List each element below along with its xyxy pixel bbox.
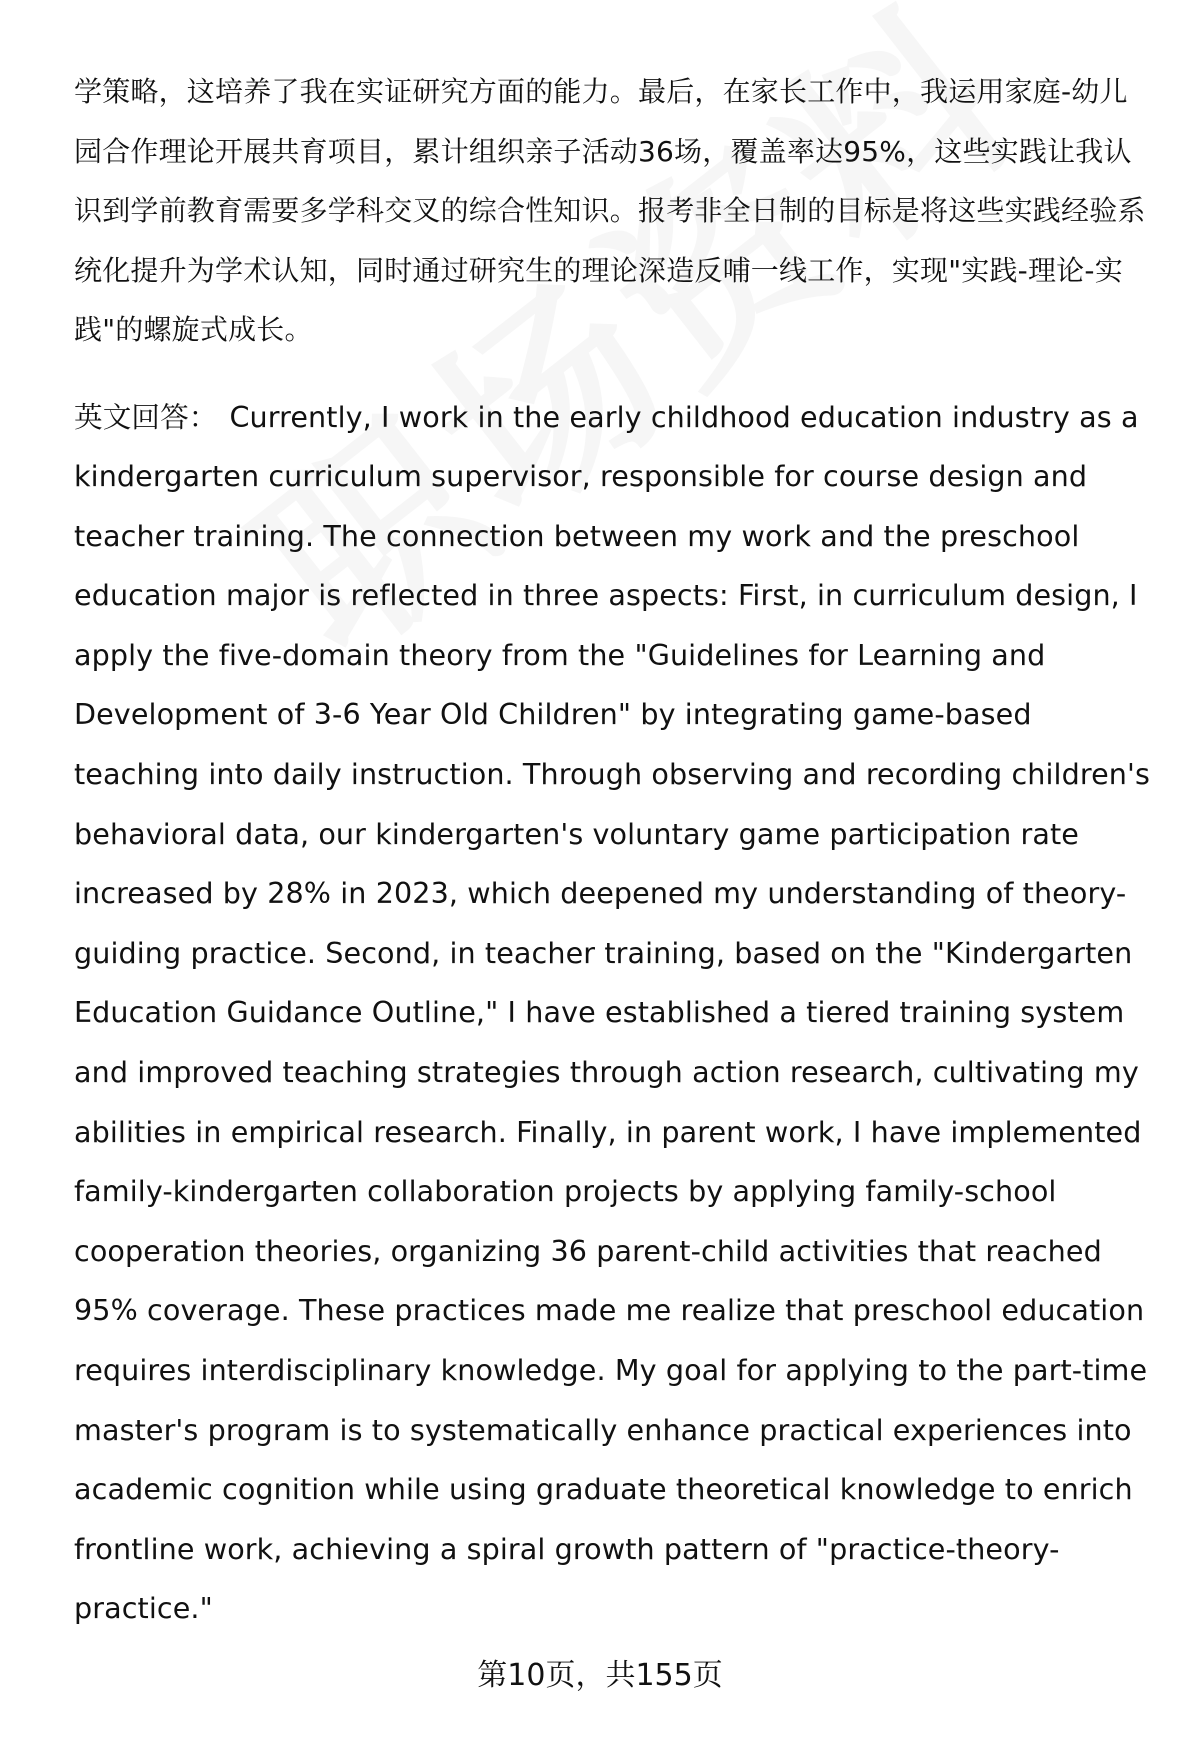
chinese-answer-paragraph: 学策略，这培养了我在实证研究方面的能力。最后，在家长工作中，我运用家庭-幼儿园合作理论开展共育项目，累计组织亲子活动36场，覆盖率达95%，这些实践让我认识到学前教育需要多学科交叉的综合性知识。报考非全日制的目标是将这些实践经验系统化提升为学术认知，同时通过研究生的理论深造反哺一线工作，实现"实践-理论-实践"的螺旋式成长。 xyxy=(74,75,1146,346)
english-answer-label: 英文回答： xyxy=(74,399,218,434)
page-indicator: 第10页，共155页 xyxy=(477,1658,723,1693)
english-answer-paragraph xyxy=(74,388,1154,1639)
english-answer-text: Currently, I work in the early childhood education industry as a kindergarten curriculum supervisor, responsible for course design and teacher training. The connection between my work and the preschool education major is reflected in three aspects: First, in curriculum design, I apply the five-domain theory from the "Guidelines for Learning and Development of 3-6 Year Old Children" by integrating game-based teaching into daily instruction. Through observing and recording children's behavioral data, our kindergarten's voluntary game participation rate increased by 28% in 2023, which deepened my understanding of theory-guiding practice. Second, in teacher training, based on the "Kindergarten Education Guidance Outline," I have established a tiered training system and improved teaching strategies through action research, cultivating my abilities in empirical research. Finally, in parent work, I have implemented family-kindergarten collaboration projects by applying family-school cooperation theories, organizing 36 parent-child activities that reached 95% coverage. These practices made me realize that preschool education requires interdisciplinary knowledge. My goal for applying to the part-time master's program is to systematically enhance practical experiences into academic cognition while using graduate theoretical knowledge to enrich frontline work, achieving a spiral growth pattern of "practice-theory-practice." xyxy=(74,399,1150,1626)
document-content xyxy=(74,62,1154,1639)
